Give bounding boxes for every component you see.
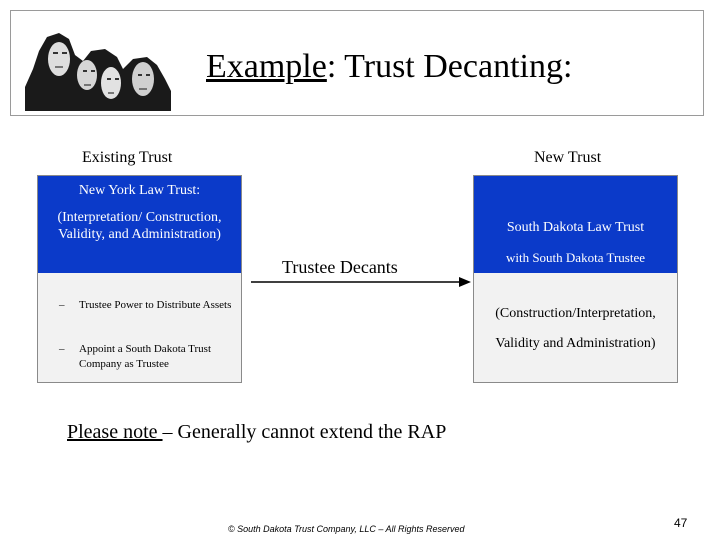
- title-rest: : Trust Decanting:: [326, 48, 573, 85]
- new-trust-box: [473, 175, 678, 383]
- copyright-footer: © South Dakota Trust Company, LLC – All Rights Reserved: [228, 524, 465, 534]
- existing-trust-header: [38, 176, 241, 273]
- title-banner: [10, 10, 704, 116]
- please-note: [67, 421, 446, 444]
- trustee-decants-label: Trustee Decants: [282, 257, 398, 277]
- new-trust-line1: South Dakota Law Trust: [506, 220, 645, 235]
- slide-title: [206, 48, 572, 86]
- existing-trust-body: (Interpretation/ Construction, Validity, and Administration): [57, 210, 222, 242]
- bullet-text: Trustee Power to Distribute Assets: [79, 299, 232, 311]
- bullet-dash: –: [59, 299, 65, 311]
- page-number: 47: [674, 516, 688, 530]
- existing-trust-box: [37, 175, 242, 383]
- bullet-text: Appoint a South Dakota Trust Company as Trustee: [79, 343, 212, 370]
- mount-rushmore-logo: [25, 29, 171, 111]
- new-trust-line3: (Construction/Interpretation,: [495, 306, 656, 321]
- title-emphasis: Example: [206, 48, 327, 85]
- note-rest: – Generally cannot extend the RAP: [162, 421, 447, 443]
- existing-trust-label: Existing Trust: [82, 149, 173, 166]
- new-trust-line4: Validity and Administration): [495, 336, 656, 351]
- new-trust-line2: with South Dakota Trustee: [505, 250, 646, 265]
- new-trust-label: New Trust: [534, 149, 602, 166]
- note-emphasis: Please note: [67, 421, 163, 443]
- new-trust-header: [474, 176, 677, 273]
- right-arrow-icon: [251, 275, 471, 289]
- existing-trust-heading: New York Law Trust:: [78, 183, 201, 198]
- bullet-dash: –: [59, 343, 65, 355]
